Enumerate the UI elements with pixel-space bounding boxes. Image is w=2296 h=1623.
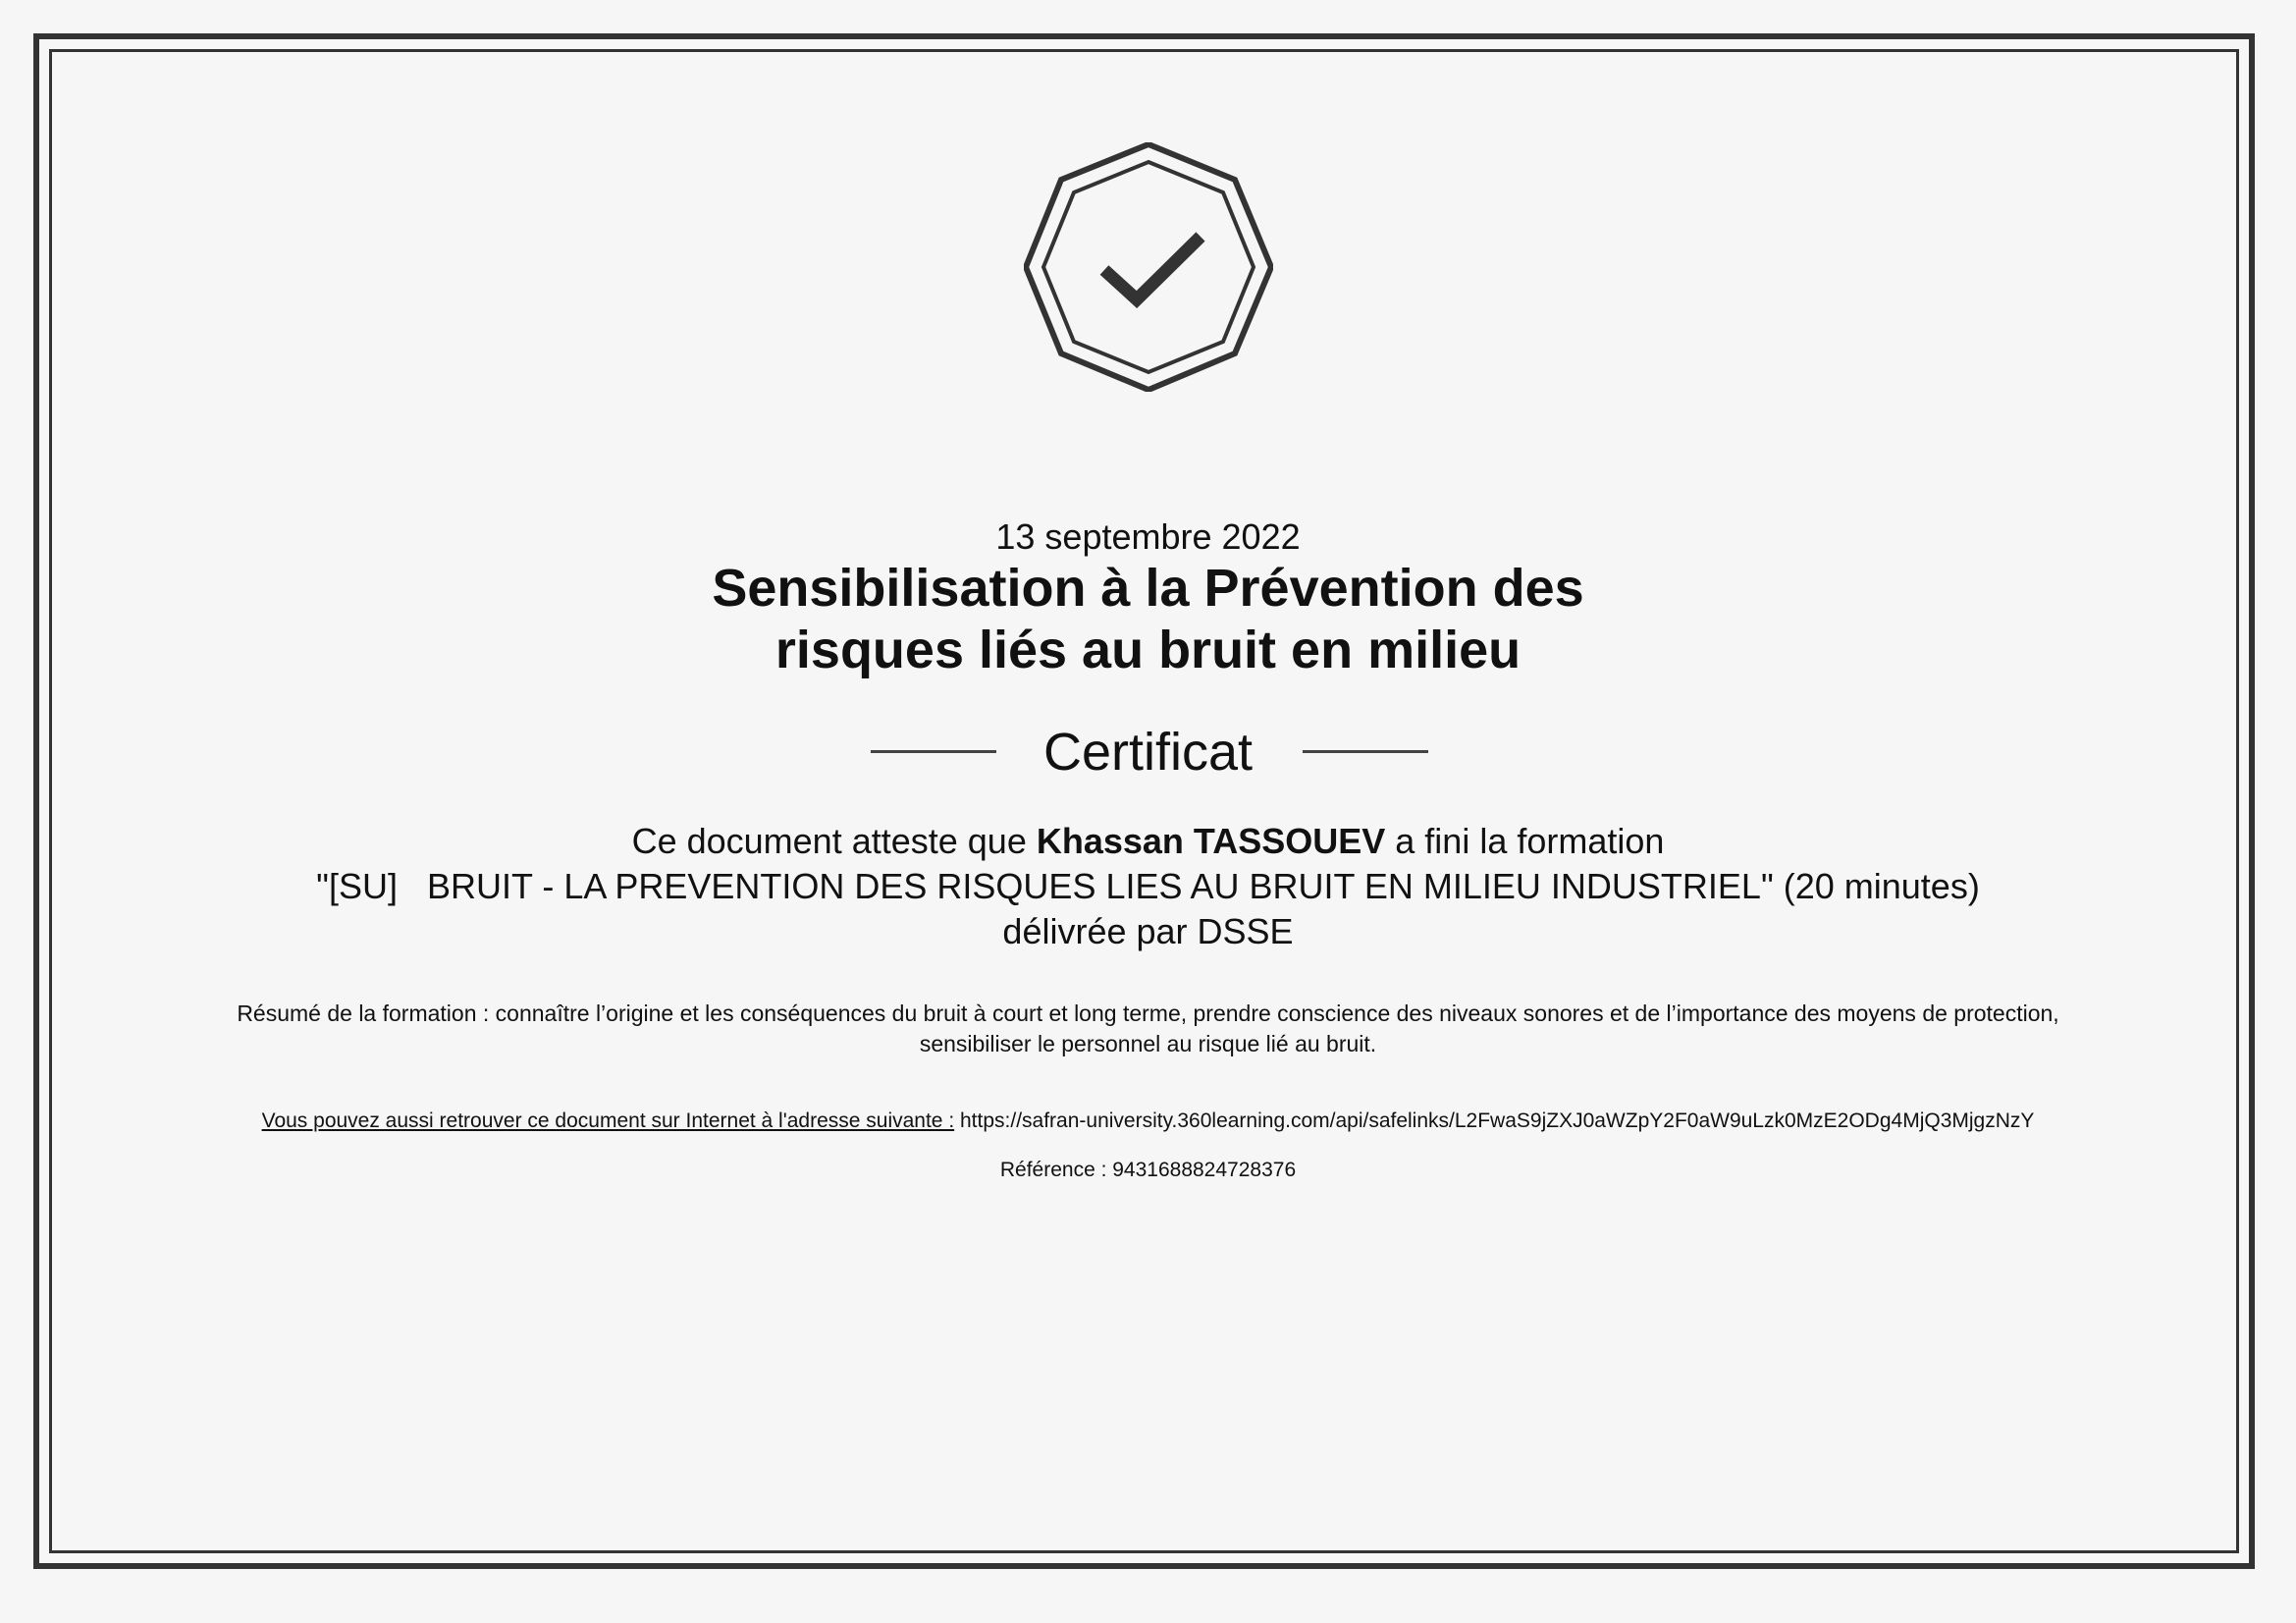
training-name: "[SU] BRUIT - LA PREVENTION DES RISQUES LIES AU BRUIT EN MILIEU INDUSTRIEL" (20 minutes) [316,866,1980,906]
octagon-check-icon [1024,142,1273,392]
attest-prefix: Ce document atteste que [631,821,1037,861]
learner-name: Khassan TASSOUEV [1036,821,1386,861]
heading-rule-right [1303,750,1428,753]
attestation [118,819,2178,954]
reference-number: Référence : 9431688824728376 [999,1159,1297,1181]
online-link-line [118,1108,2178,1135]
course-title-line-1: Sensibilisation à la Prévention des [712,559,1584,618]
attestation-line [118,819,2178,864]
course-title-line-2: risques liés au bruit en milieu [774,621,1522,679]
issued-by: délivrée par DSSE [1002,911,1294,951]
course-title [118,558,2178,681]
training-summary: Résumé de la formation : connaître l’origine et les conséquences du bruit à court et long terme, prendre conscience des niveaux sonores et de l’importance des moyens de protection, sensibiliser le personnel au risque lié au bruit. [237,1001,2059,1056]
attest-suffix: a fini la formation [1385,821,1665,861]
online-link-url[interactable]: https://safran-university.360learning.com/api/safelinks/L2FwaS9jZXJ0aWZpY2F0aW9uLzk0MzE2ODg4MjQ3MjgzNzY [960,1109,2035,1132]
issue-date: 13 septembre 2022 [995,516,1301,557]
certificate-label: Certificat [1042,723,1254,782]
online-link-label: Vous pouvez aussi retrouver ce document sur Internet à l'adresse suivante : [261,1109,955,1132]
certificate-heading [118,720,2178,788]
